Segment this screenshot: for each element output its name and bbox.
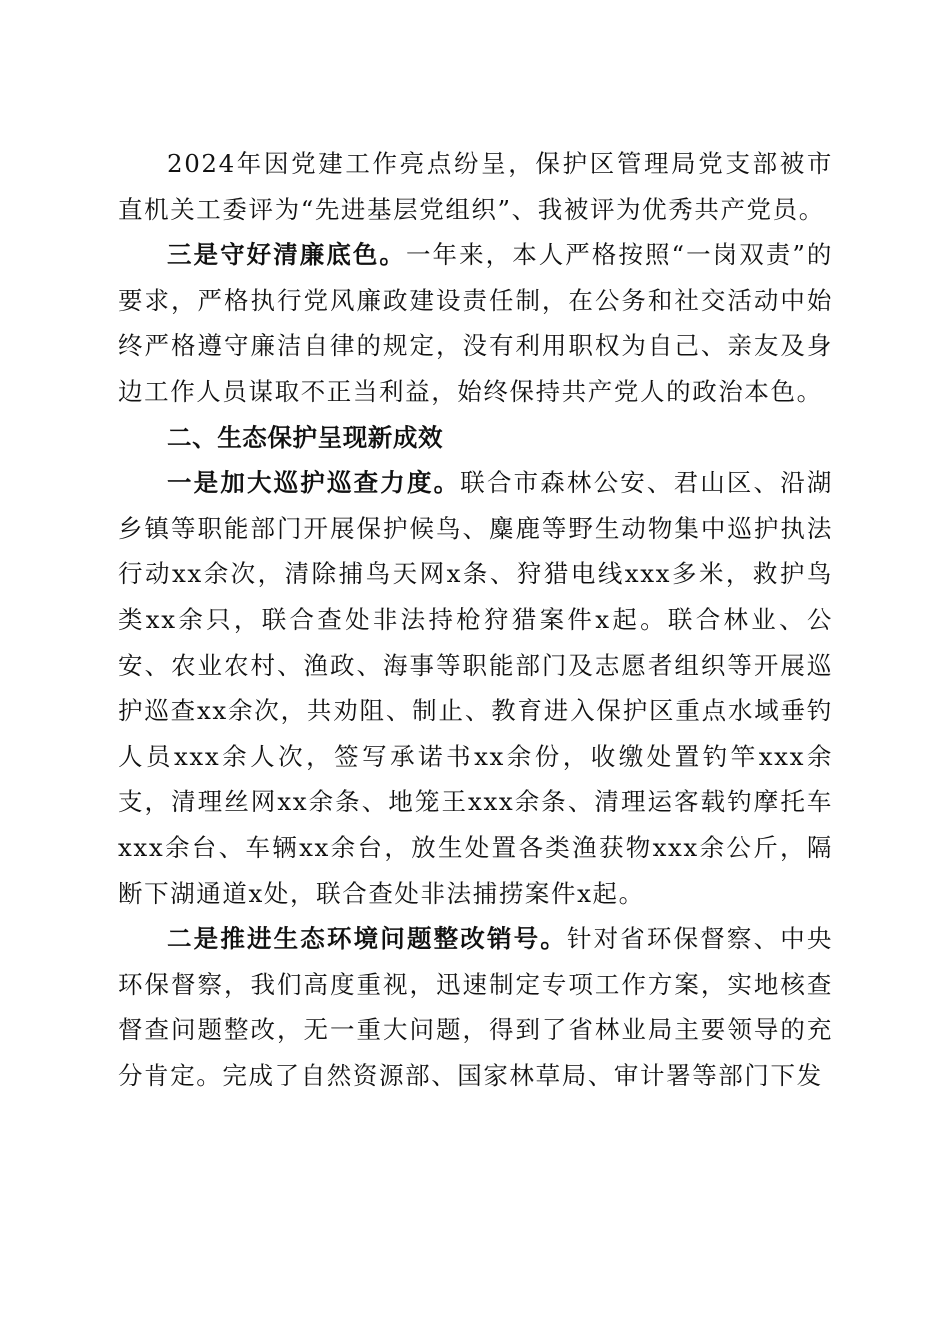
paragraph-text: 2024年因党建工作亮点纷呈，保护区管理局党支部被市直机关工委评为“先进基层党组织”、我被评为优秀共产党员。 — [118, 149, 833, 224]
paragraph-text: 联合市森林公安、君山区、沿湖乡镇等职能部门开展保护候鸟、麋鹿等野生动物集中巡护执法行动xx余次，清除捕鸟天网x条、狩猎电线xxx多米，救护鸟类xx余只，联合查处非法持枪狩猎案件x起。联合林业、公安、农业农村、渔政、海事等职能部门及志愿者组织等开展巡护巡查xx余次，共劝阻、制止、教育进入保护区重点水域垂钓人员xxx余人次，签写承诺书xx余份，收缴处置钓竿xxx余支，清理丝网xx余条、地笼王xxx余条、清理运客载钓摩托车xxx余台、车辆xx余台，放生处置各类渔获物xxx余公斤，隔断下湖通道x处，联合查处非法捕捞案件x起。 — [118, 468, 833, 908]
paragraph-patrol-inspection — [118, 460, 833, 916]
document-body — [118, 141, 833, 1098]
paragraph-text: 针对省环保督察、中央环保督察，我们高度重视，迅速制定专项工作方案，实地核查督查问题整改，无一重大问题，得到了省林业局主要领导的充分肯定。完成了自然资源部、国家林草局、审计署等部门下发 — [118, 924, 833, 1090]
section-heading: 二、生态保护呈现新成效 — [167, 422, 444, 452]
paragraph-party-building-honors — [118, 141, 833, 232]
paragraph-lead: 三是守好清廉底色。 — [167, 240, 406, 270]
paragraph-rectification — [118, 916, 833, 1098]
paragraph-integrity — [118, 232, 833, 414]
paragraph-lead: 二是推进生态环境问题整改销号。 — [167, 924, 567, 954]
paragraph-lead: 一是加大巡护巡查力度。 — [167, 468, 461, 498]
paragraph-text: 一年来，本人严格按照“一岗双责”的要求，严格执行党风廉政建设责任制，在公务和社交活动中始终严格遵守廉洁自律的规定，没有利用职权为自己、亲友及身边工作人员谋取不正当利益，始终保持共产党人的政治本色。 — [118, 240, 833, 406]
